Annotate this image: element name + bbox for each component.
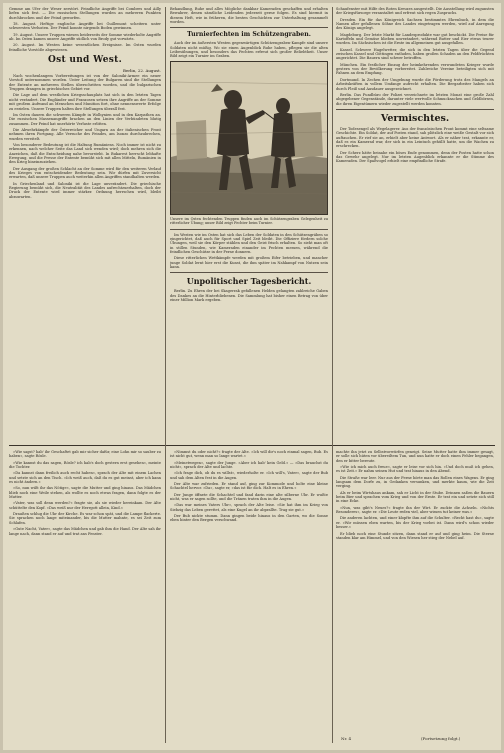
article-heading-unpolitischer-tagesbericht: Unpolitischer Tagesbericht.: [186, 276, 312, 287]
paragraph: »Gute Nacht, Vater«, sagte das Mädchen und gab ihm die Hand. Der Alte sah ihr lange nach, dann stand er auf und trat ans Fenster.: [9, 527, 161, 536]
page-number: Nr. 4: [341, 736, 352, 741]
paragraph: Die Lage auf dem westlichen Kriegsschauplatz hat sich in den letzten Tagen nicht verändert. Die Engländer und Franzosen setzen ihre Angriffe an der Somme mit großem Aufwand an Menschen und Munition fort, ohne nennenswerte Erfolge zu erzielen. Unsere Truppen halten ihre Stellungen überall fest.: [9, 93, 161, 111]
paragraph: In Griechenland und Saloniki ist die Lage unverändert. Die griechische Regierung bemüht sich, die Neutralität des Landes aufrechtzuerhalten, doch der Druck der Entente wird immer stärker. Ordnung herrschen wird, bleibt abzuwarten.: [9, 181, 161, 199]
paragraph: Der Junge öffnete die Schachtel und fand darin eine alte silberne Uhr. Er wußte nicht, was er sagen sollte, und die Tränen traten ihm in die Augen.: [170, 492, 328, 502]
story-column-right: [336, 450, 494, 730]
paragraph: Er blieb noch eine Stunde sitzen, dann stand er auf und ging heim. Die Sterne standen klar am Himmel, und von den Wiesen her stieg der Nebel auf.: [336, 531, 494, 540]
paragraph: Im Osten dauern die schweren Kämpfe in Wolhynien und in den Karpathen an. Die russischen Massenangriffe brachen an den Linien der Verbündeten blutig zusammen. Der Feind hat unerhörte Verluste erlitten.: [9, 112, 161, 126]
paragraph: 18. August. Heftige englische Angriffe bei Guillemont scheitern unter schwersten Verlusten. Der Feind konnte nirgends Boden gewinnen.: [9, 22, 161, 31]
paragraph: Schaufenster mit Hilfe des Roten Kreuzes ausgestellt. Die Ausstellung wird zugunsten der Kriegsfürsorge veranstaltet und erfreut sich regen Zuspruchs.: [336, 7, 494, 16]
paragraph: machte ihn jetzt zu Selbstvorwürfen geneigt. Seine Mutter hatte ihm immer gesagt, er solle sich hüten vor übereiltem Tun, und nun hatte er doch einen Fehler begangen, den er bitter bereute.: [336, 450, 494, 463]
story-column-left: [9, 450, 161, 740]
paragraph: »Nun, was gibt's Neues?« fragte ihn der Wirt. Er zuckte die Achseln. »Nichts Besonderes«, sagte er. »Die Leute reden viel, aber wissen tut keiner was.«: [336, 505, 494, 515]
paragraph: Der Ausgang der großen Schlacht an der Somme wird für den weiteren Verlauf des Krieges von entscheidender Bedeutung sein. Wir dürfen mit Zuversicht erwarten, daß unsere Truppen auch weiterhin allen Angriffen standhalten werden.: [9, 166, 161, 180]
paragraph: »Wie sagst? hab' ihr Geschaftet gab mir sicher dafür, eine Lohn mir so sauber zu haben«, sagte Rösle.: [9, 450, 161, 459]
divider: [170, 272, 328, 273]
paragraph: Berlin. Das Fundbüro der Polizei verzeichnete im letzten Monat eine große Zahl abgegebener Gegenstände, darunter viele wertvolle Schmucksachen und Geldbörsen, die ihren Eigentümern wieder zugestellt werden konnten.: [336, 92, 494, 106]
paragraph: Im Westen wie im Osten hat sich das Leben der Soldaten in den Schützengräben so eingerichtet, daß auch für Sport und Spiel Zeit bleibt. Die Offiziere fördern solche Übungen, weil sie den Körper stählen und den Geist frisch erhalten. So sieht man oft in stillen Stunden, wie Kameraden einander im Fechten messen, während die feindlichen Geschütze in der Ferne donnern.: [170, 232, 328, 255]
paragraph: Der Bub nickte stumm. Dann gingen beide hinaus in den Garten, wo die Sonne eben hinter den Bergen verschwand.: [170, 514, 328, 523]
section-heading-ost-und-west: Ost und West.: [47, 55, 123, 66]
paragraph: Diese ritterlichen Wettkämpfe werden mit großem Eifer betrieben, und mancher junge Soldat lernt hier erst die Kunst, die ihm später im Nahkampf von Nutzen sein kann.: [170, 256, 328, 270]
column-middle: [170, 7, 328, 443]
paragraph: Die Straße war leer. Nur aus der Ferne hörte man das Rollen eines Wagens. Er ging langsam dem Dorfe zu, in Gedanken versunken, und merkte kaum, wie die Zeit verging.: [336, 475, 494, 489]
paragraph: Der Scherz hätte beinahe ein böses Ende genommen, denn der Posten hatte schon das Gewehr angelegt. Nur im letzten Augenblick erkannte er die Stimme des Kameraden. Der Spaßvogel erhielt eine empfindliche Strafe.: [336, 150, 494, 164]
column-divider: [332, 7, 333, 743]
paragraph: »Nimmst du oder nicht?« fragte der Alte. »Ich will dir's noch einmal sagen, Bub. Es ist nicht gut, wenn man so lange wartet.«: [170, 450, 328, 459]
fencing-illustration: [171, 62, 327, 214]
paragraph: »Vater, was soll denn werden?« fragte sie, als sie wieder hereinkam. Der Alte schüttelte den Kopf. »Das weiß nur der Herrgott allein, Kind.«: [9, 501, 161, 510]
paragraph: »So, nun wißt ihr das Nötige«, sagte die Mutter und ging hinaus. Das Mädchen blieb noch eine Weile stehen, als wollte es noch etwas fragen, dann folgte es der Mutter.: [9, 486, 161, 500]
continued-note: (Fortsetzung folgt.): [421, 736, 461, 741]
paragraph: »Wie ich mich auch freue«, sagte er leise vor sich hin. »Und doch muß ich gehen, es ist Zeit.« Er nahm seinen Hut und trat hinaus in den Abend.: [336, 465, 494, 474]
paragraph: 20. August. Im Westen keine wesentlichen Ereignisse. Im Osten wurden feindliche Vorstöße abgewiesen.: [9, 43, 161, 52]
paragraph: Als er beim Wirtshaus ankam, sah er Licht in der Stube. Drinnen saßen die Bauern beim Bier und sprachen vom Krieg und von der Ernte. Er trat ein und setzte sich still in eine Ecke.: [336, 490, 494, 504]
paragraph: Dortmund. In Zechen der Umgebung wurde die Förderung trotz des Mangels an Arbeitskräften in vollem Umfange aufrecht erhalten. Die Bergarbeiter haben sich durch Fleiß und Ausdauer ausgezeichnet.: [336, 77, 494, 91]
paragraph: Die Abwehrkämpfe der Österreicher und Ungarn an der italienischen Front nehmen ihren Fortgang. Alle Versuche des Feindes, am Isonzo durchzubrechen, wurden vereitelt.: [9, 127, 161, 141]
dateline: Berlin, 22. August.: [122, 68, 161, 74]
paragraph: Auch der im äußersten Westen gegenwärtigen Schützengraben-Kampfe sind unsere Soldaten nicht müßig. Wo sie einen Augenblick Ruhe haben, pflegen sie die alten Leibesübungen, und besonders das Fechten erfreut sich großer Beliebtheit. Unser Bild zeigt ein Turnier im Graben.: [170, 41, 328, 59]
paragraph: Behandlung, Ruhe und alles Mögliche dankbar Kameraden geschaffen und erhalten Bewahrer, denen sämtliche Leidenden jederzeit gerne folgen. Es sind hiermit in diesem Heft, wie in früheren, die besten Geschichten zur Unterhaltung gesammelt worden.: [170, 7, 328, 25]
paragraph: Von besonderer Bedeutung ist die Haltung Rumäniens. Noch immer ist nicht zu erkennen, nach welcher Seite das Land sich wenden wird; doch mehren sich die Anzeichen, daß die Entscheidung nahe bevorsteht. In Bukarest herrscht lebhafte Erregung, und die Presse der Entente bemüht sich mit allen Mitteln, Rumänien in den Krieg hineinzuziehen.: [9, 142, 161, 165]
paragraph: Die anderen lachten, und einer klopfte ihm auf die Schulter. »Recht hast du«, sagte er. »Wir müssen eben warten, bis der Krieg vorbei ist. Dann wird's schon wieder besser.«: [336, 516, 494, 530]
section-heading-vermischtes: Vermischtes.: [380, 112, 450, 124]
paragraph: »Das war meines Vaters Uhr«, sprach der Alte leise. »Sie hat ihm im Krieg von Siebzig das Leben gerettet, als eine Kugel an ihr abprallte. Trag sie gut.«: [170, 503, 328, 512]
paragraph: »Da kannst dann freilich auch recht haben«, sprach der Alte mit einem Lachen und setzte sich an den Tisch. »Ich weiß auch, daß du es gut meinst, aber ich kann es nicht ändern.«: [9, 471, 161, 485]
divider: [170, 229, 328, 230]
section-rule: [9, 445, 495, 446]
paragraph: Der Todesengel als Wegelagerer. Aus der französischen Front kommt eine seltsame Geschichte. Ein Soldat, der auf Posten stand, sah plötzlich eine weiße Gestalt vor sich auftauchen. Er rief sie an, erhielt aber keine Antwort. Als er näher trat, erkannte er, daß es ein Kamerad war, der sich in ein Leintuch gehüllt hatte, um die Wachen zu erschrecken.: [336, 126, 494, 149]
story-column-middle: [170, 450, 328, 740]
divider: [170, 27, 328, 28]
newspaper-page: [3, 3, 501, 750]
paragraph: »Wie kannst du das sagen, Rösle? ich hab's doch gestern erst gesehen«, meinte die Tochter.: [9, 460, 161, 470]
column-left: [9, 7, 161, 443]
photo-caption: Unsere im Osten fechtenden Truppen finden auch im Schützengraben Gelegenheit zu ritterlicher Übung; unser Bild zeigt Fechter beim Turnier.: [170, 216, 328, 225]
paragraph: München. Ein festlicher Einzug der heimkehrenden verwundeten Krieger wurde gestern von der Bevölkerung vorbereitet. Zahlreiche Vereine beteiligten sich mit Fahnen an dem Empfang.: [336, 62, 494, 76]
paragraph: »Meinetwegen«, sagte der Junge. »Aber ich hab' kein Geld.« — »Das brauchst du nicht«, sprach der Alte und lachte.: [170, 460, 328, 470]
paragraph: Gemme am Ufer der Weser zerstört. Feindliche Angriffe bei Combres und Ailly liefen sich fest. — Die russischen Stellungen wurden an mehreren Punkten durchbrochen und der Feind geworfen.: [9, 7, 161, 20]
paragraph: Dresden. Ein für das Königreich Sachsen bestimmtes Ehrenbuch, in dem die Namen aller gefallenen Söhne des Landes eingetragen werden, wird auf Anregung des Königs angelegt.: [336, 17, 494, 31]
paragraph: Magdeburg. Der letzte Markt für Landesprodukte war gut beschickt. Die Preise für Kartoffeln und Gemüse blieben unverändert, während Butter und Eier etwas teurer wurden. Im Sächsischen ist die Ernte im allgemeinen gut ausgefallen.: [336, 32, 494, 46]
column-right: [336, 7, 494, 443]
paragraph: Nach wochenlangem Vorbereitungen ist von der Saloniki-Armee ein neuer Vorstoß unternommen worden. Unter Leitung der Bulgaren sind die Stellungen der Entente an mehreren Stellen überschritten worden, und die bulgarischen Truppen drangen in griechisches Gebiet vor.: [9, 74, 161, 92]
paragraph: Draußen schlug die Uhr der Kirche. Es war schon spät, und die Lampe flackerte. Sie sprachen noch lange miteinander, bis die Mutter mahnte, es sei Zeit zum Schlafen.: [9, 512, 161, 525]
paragraph: »Ich frage dich, ob du es willst«, wiederholte er. »Ich will's, Vater«, sagte der Bub und sah dem Alten fest in die Augen.: [170, 471, 328, 480]
column-divider: [165, 7, 166, 743]
fencing-photo: [170, 61, 328, 215]
divider: [336, 109, 494, 110]
article-heading-turnierfechten: Turnierfechten im Schützengraben.: [187, 31, 311, 39]
paragraph: Kassel. Schwere Hagelwetter, die sich in den letzten Tagen über die Gegend zwischen Kassel und Göttingen entluden, haben großen Schaden an den Feldfrüchten angerichtet. Die Bauern sind schwer betroffen.: [336, 47, 494, 61]
paragraph: Der Alte war zufrieden. Er stand auf, ging zur Kommode und holte eine kleine Schachtel hervor. »Da«, sagte er, »das ist für dich. Halt es in Ehren.«: [170, 482, 328, 491]
paragraph: 19. August. Unsere Truppen wiesen beiderseits der Somme wiederholte Angriffe ab. Im Osten kamen unsere Angriffe südlich von Brody gut vorwärts.: [9, 32, 161, 42]
paragraph: Berlin. Zu Ehren der bei Skagerrak gefallenen Helden gelangten zahlreiche Gaben des Dankes an die Hinterbliebenen. Die Sammlung hat bisher einen Betrag von über einer Million Mark ergeben.: [170, 289, 328, 303]
